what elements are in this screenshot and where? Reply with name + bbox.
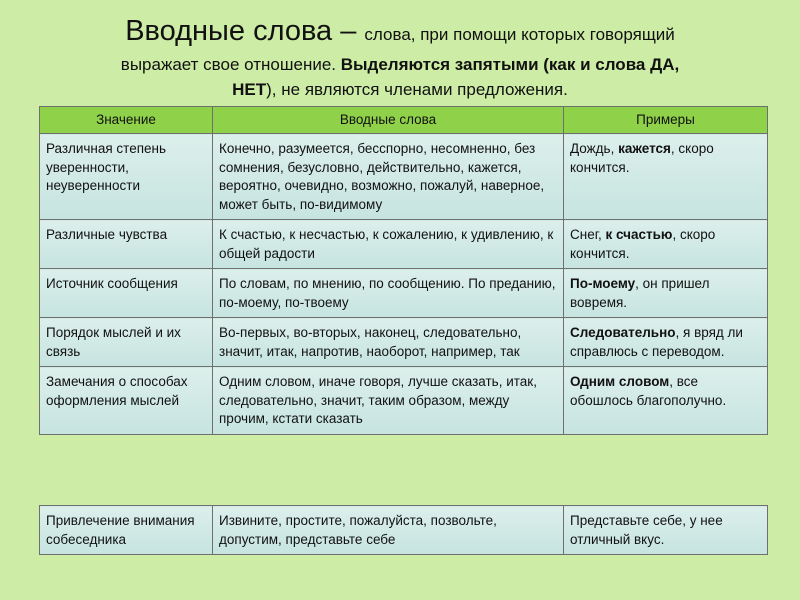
table-row: [40, 318, 768, 367]
heading-line2-bold: Выделяются запятыми (как и слова ДА,: [340, 55, 680, 74]
cell-example: [564, 318, 768, 367]
table-row: [40, 134, 768, 220]
table-header-row: [40, 107, 768, 134]
heading: [0, 16, 800, 102]
example-highlight: Следовательно: [570, 325, 676, 340]
example-highlight: к счастью: [605, 227, 673, 242]
table-row: [40, 506, 768, 555]
example-text-after: , скоро кончится.: [570, 227, 716, 261]
heading-line-3: [0, 77, 800, 102]
example-highlight: Одним словом: [570, 374, 670, 389]
heading-line2-text: выражает свое отношение.: [120, 55, 341, 74]
heading-line3-bold: НЕТ: [232, 80, 267, 99]
header-meaning: Значение: [40, 107, 213, 134]
cell-example: Представьте себе, у нее отличный вкус.: [564, 506, 768, 555]
cell-words: Конечно, разумеется, бесспорно, несомненно, без сомнения, безусловно, действительно, кажется, вероятно, очевидно, возможно, пожалуй, наверное, может быть, по-видимому: [213, 134, 564, 220]
example-highlight: По-моему: [570, 276, 636, 291]
example-highlight: кажется: [618, 141, 671, 156]
cell-words: Извините, простите, пожалуйста, позвольте, допустим, представьте себе: [213, 506, 564, 555]
cell-example: [564, 134, 768, 220]
introductory-words-table: [39, 106, 768, 435]
cell-meaning: Источник сообщения: [40, 269, 213, 318]
example-text-after: , он пришел вовремя.: [570, 276, 710, 310]
heading-definition: слова, при помощи которых говорящий: [364, 25, 675, 44]
heading-term: Вводные слова: [125, 15, 333, 47]
cell-meaning: Различная степень уверенности, неуверенности: [40, 134, 213, 220]
table-row: [40, 367, 768, 435]
cell-words: Одним словом, иначе говоря, лучше сказать, итак, следовательно, значит, таким образом, между прочим, кстати сказать: [213, 367, 564, 435]
example-text-after: , все обошлось благополучно.: [570, 374, 727, 408]
cell-example: [564, 367, 768, 435]
table-row: [40, 269, 768, 318]
header-examples: Примеры: [564, 107, 768, 134]
cell-meaning: Замечания о способах оформления мыслей: [40, 367, 213, 435]
heading-line-1: [0, 16, 800, 50]
cell-words: Во-первых, во-вторых, наконец, следовательно, значит, итак, напротив, наоборот, например, так: [213, 318, 564, 367]
cell-words: По словам, по мнению, по сообщению. По преданию, по-моему, по-твоему: [213, 269, 564, 318]
cell-meaning: Различные чувства: [40, 220, 213, 269]
table-row: [40, 220, 768, 269]
cell-example: [564, 269, 768, 318]
cell-example: [564, 220, 768, 269]
heading-line3-text: ), не являются членами предложения.: [266, 80, 568, 99]
cell-meaning: Порядок мыслей и их связь: [40, 318, 213, 367]
attention-table: [39, 505, 768, 555]
example-text-before: Снег,: [570, 227, 606, 242]
cell-meaning: Привлечение внимания собеседника: [40, 506, 213, 555]
example-text-after: , скоро кончится.: [570, 141, 714, 175]
heading-line-2: [0, 52, 800, 77]
example-text-before: Дождь,: [570, 141, 619, 156]
example-text-after: , я вряд ли справлюсь с переводом.: [570, 325, 743, 359]
header-words: Вводные слова: [213, 107, 564, 134]
cell-words: К счастью, к несчастью, к сожалению, к удивлению, к общей радости: [213, 220, 564, 269]
heading-dash: –: [332, 15, 365, 47]
